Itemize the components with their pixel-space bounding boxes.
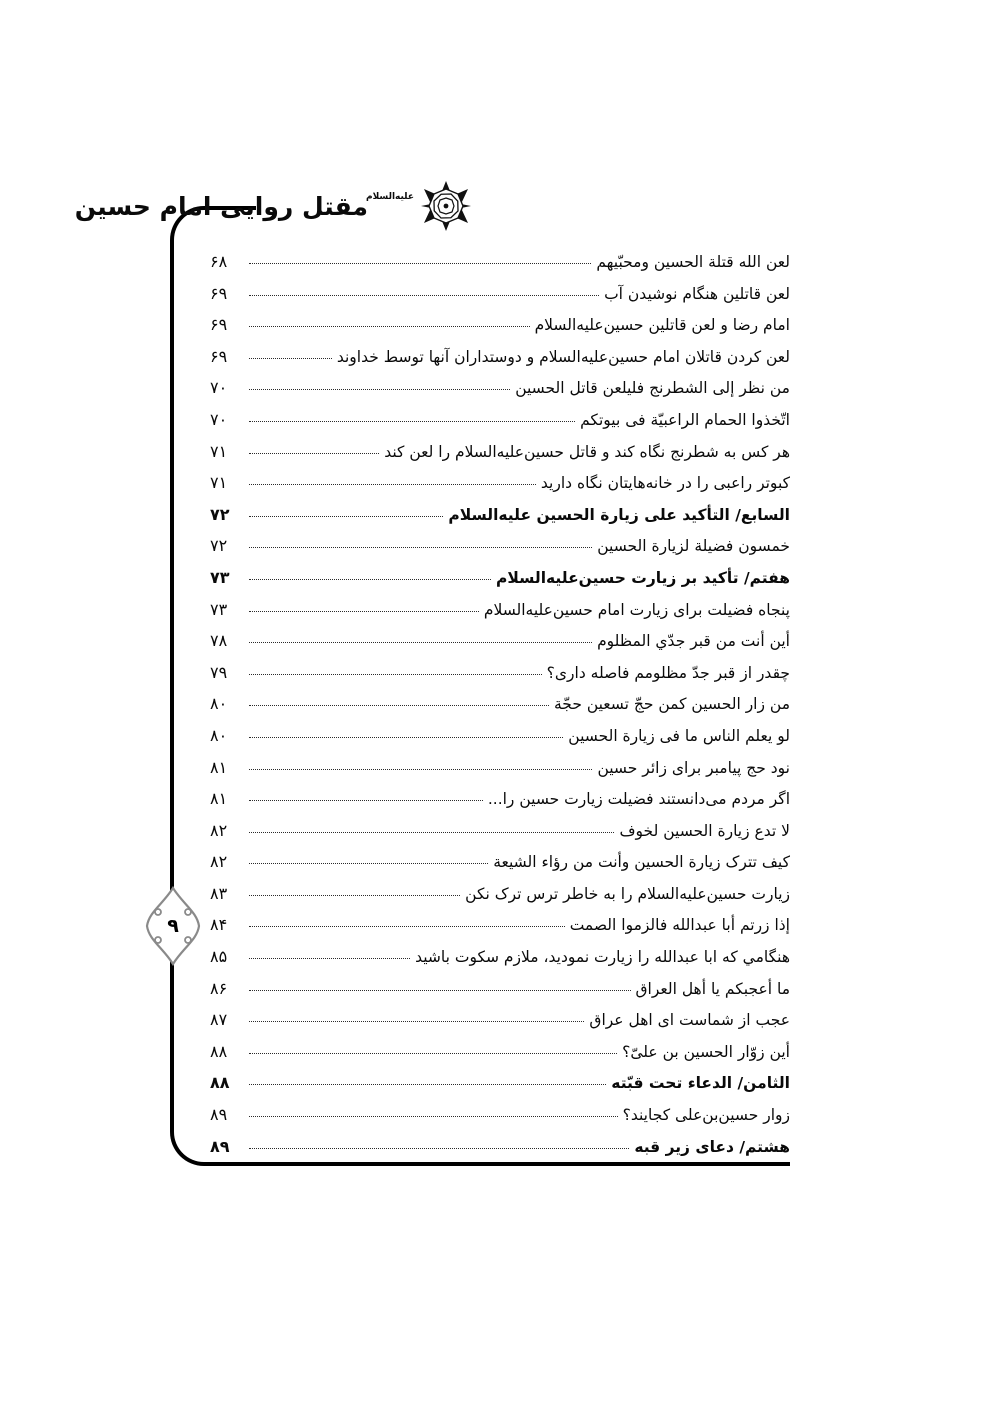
toc-leader-dots	[249, 989, 631, 991]
toc-entry-title: هر کس به شطرنج نگاه کند و قاتل حسین‌علیه‌السلام را لعن کند	[384, 442, 790, 461]
toc-entry-page-number: ۶۹	[210, 346, 228, 366]
toc-leader-dots	[249, 515, 443, 517]
toc-entry-page-number: ۸۲	[210, 820, 228, 840]
toc-leader-dots	[249, 1147, 629, 1149]
toc-entry-page-number: ۷۰	[210, 378, 228, 398]
toc-entry-title: زیارت حسین‌علیه‌السلام را به خاطر ترس ترک نکن	[465, 884, 790, 903]
toc-entry[interactable]	[210, 854, 790, 886]
toc-entry-page-number: ۷۹	[210, 662, 228, 682]
toc-entry-page-number: ۸۹	[210, 1136, 230, 1156]
toc-entry[interactable]	[210, 1075, 790, 1107]
toc-entry-page-number: ۸۸	[210, 1041, 228, 1061]
toc-leader-dots	[249, 546, 592, 548]
toc-entry[interactable]	[210, 283, 790, 318]
toc-entry[interactable]	[210, 820, 790, 855]
toc-entry-title: خمسون فضیلة لزیارة الحسین	[597, 537, 790, 556]
toc-entry-title: لعن کردن قاتلان امام حسین‌علیه‌السلام و دوستداران آنها توسط خداوند	[336, 347, 790, 366]
toc-leader-dots	[249, 831, 614, 833]
toc-entry-page-number: ۸۷	[210, 1010, 228, 1030]
toc-entry[interactable]	[210, 441, 790, 476]
toc-entry[interactable]	[210, 757, 790, 792]
toc-leader-dots	[249, 262, 591, 264]
toc-entry-page-number: ۸۲	[210, 852, 228, 872]
toc-entry-title: زوار حسین‌بن‌علی کجایند؟	[622, 1106, 790, 1125]
toc-entry[interactable]	[210, 633, 790, 665]
toc-entry-title: هنگامي که ابا عبدالله را زیارت نمودید، ملازم سکوت باشید	[415, 948, 790, 967]
toc-entry[interactable]	[210, 949, 790, 981]
toc-entry[interactable]	[210, 254, 790, 286]
toc-entry-page-number: ۷۰	[210, 409, 228, 429]
toc-entry-page-number: ۷۱	[210, 441, 228, 461]
toc-entry[interactable]	[210, 696, 790, 728]
toc-entry-title: الثامن/ الدعاء تحت قبّته	[611, 1074, 790, 1093]
toc-leader-dots	[249, 925, 565, 927]
toc-leader-dots	[249, 610, 479, 612]
toc-entry-title: لا تدع زیارة الحسین لخوف	[619, 821, 790, 840]
toc-entry-title: من زار الحسین کمن حجّ تسعین حجّة	[554, 695, 790, 714]
toc-entry-title: عجب از شماست ای اهل عراق	[589, 1011, 790, 1030]
folio-page-number: ۹	[167, 915, 179, 937]
toc-entry-title: من نظر إلی الشطرنج فلیلعن قاتل الحسین	[515, 379, 790, 398]
toc-entry-page-number: ۸۹	[210, 1105, 228, 1125]
toc-entry-page-number: ۸۱	[210, 789, 228, 809]
toc-entry[interactable]	[210, 599, 790, 634]
toc-entry-title: کیف تترک زیارة الحسین وأنت من رؤاء الشیعة	[493, 853, 790, 872]
running-header	[74, 178, 472, 234]
toc-entry-page-number: ۸۶	[210, 978, 228, 998]
toc-entry-title: چقدر از قبر جدّ مظلومم فاصله داری؟	[546, 663, 790, 682]
toc-entry-title: هشتم/ دعای زیر قبه	[634, 1137, 790, 1156]
toc-entry-title: السابع/ التأکید علی زیارة الحسین علیه‌السلام	[448, 505, 790, 524]
toc-entry[interactable]	[210, 567, 790, 602]
toc-leader-dots	[249, 388, 510, 390]
table-of-contents	[210, 254, 790, 1170]
toc-leader-dots	[249, 483, 536, 485]
toc-entry[interactable]	[210, 917, 790, 949]
toc-entry-page-number: ۸۴	[210, 915, 228, 935]
eight-pointed-star-ornament-icon	[420, 180, 472, 232]
header-title-group	[74, 191, 416, 221]
folio-ornament-icon	[139, 884, 207, 968]
toc-entry[interactable]	[210, 1136, 790, 1171]
toc-entry-title: إذا زرتم أبا عبدالله فالزموا الصمت	[569, 916, 790, 935]
toc-entry-title: پنجاه فضیلت برای زیارت امام حسین‌علیه‌السلام	[483, 600, 790, 619]
toc-leader-dots	[249, 736, 563, 738]
toc-entry-title: کبوتر راعبی را در خانه‌هایتان نگاه دارید	[540, 474, 790, 493]
page-title: مقتل روایی امام حسین	[74, 191, 368, 221]
toc-entry-page-number: ۶۹	[210, 283, 228, 303]
toc-entry-page-number: ۸۰	[210, 725, 228, 745]
toc-entry[interactable]	[210, 978, 790, 1013]
toc-entry[interactable]	[210, 1012, 790, 1044]
toc-leader-dots	[249, 894, 460, 896]
toc-leader-dots	[249, 1020, 584, 1022]
toc-leader-dots	[249, 294, 599, 296]
toc-leader-dots	[249, 799, 483, 801]
toc-entry[interactable]	[210, 409, 790, 444]
toc-entry-title: لو یعلم الناس ما فی زیارة الحسین	[568, 726, 790, 745]
toc-leader-dots	[249, 578, 491, 580]
toc-entry-page-number: ۸۵	[210, 947, 228, 967]
toc-entry-page-number: ۷۸	[210, 631, 228, 651]
toc-leader-dots	[249, 1083, 606, 1085]
toc-entry-page-number: ۷۱	[210, 473, 228, 493]
toc-entry[interactable]	[210, 1041, 790, 1076]
toc-entry-title: لعن قاتلین هنگام نوشیدن آب	[604, 284, 790, 303]
toc-entry-title: هفتم/ تأکید بر زیارت حسین‌علیه‌السلام	[496, 568, 790, 587]
toc-leader-dots	[249, 641, 592, 643]
toc-entry-page-number: ۷۲	[210, 536, 228, 556]
toc-entry-page-number: ۷۳	[210, 567, 230, 587]
toc-entry-page-number: ۸۱	[210, 757, 228, 777]
toc-leader-dots	[249, 704, 549, 706]
toc-leader-dots	[249, 420, 575, 422]
toc-entry-page-number: ۸۸	[210, 1073, 230, 1093]
toc-entry[interactable]	[210, 1107, 790, 1139]
toc-entry-title: ما أعجبکم یا أهل العراق	[635, 979, 790, 998]
toc-entry-page-number: ۸۳	[210, 883, 228, 903]
toc-leader-dots	[249, 325, 530, 327]
toc-leader-dots	[249, 1115, 618, 1117]
toc-entry[interactable]	[210, 317, 790, 349]
toc-entry-title: أین أنت من قبر جدّي المظلوم	[597, 632, 790, 651]
toc-entry-title: اتّخذوا الحمام الراعبیّة فی بیوتکم	[580, 410, 790, 429]
toc-entry-page-number: ۶۸	[210, 252, 228, 271]
toc-entry[interactable]	[210, 475, 790, 507]
toc-leader-dots	[249, 452, 379, 454]
toc-leader-dots	[249, 862, 488, 864]
toc-entry[interactable]	[210, 662, 790, 697]
toc-leader-dots	[249, 673, 542, 675]
toc-entry-page-number: ۶۹	[210, 315, 228, 335]
toc-leader-dots	[249, 1052, 617, 1054]
toc-leader-dots	[249, 957, 410, 959]
toc-leader-dots	[249, 768, 592, 770]
toc-entry[interactable]	[210, 883, 790, 918]
toc-leader-dots	[249, 357, 332, 359]
toc-entry-page-number: ۷۲	[210, 504, 230, 524]
toc-entry-page-number: ۷۳	[210, 599, 228, 619]
header-honorific: علیه‌السلام	[365, 191, 414, 202]
toc-entry-page-number: ۸۰	[210, 694, 228, 714]
toc-entry[interactable]	[210, 346, 790, 381]
toc-entry[interactable]	[210, 725, 790, 760]
toc-entry-title: اگر مردم می‌دانستند فضیلت زیارت حسین را...	[487, 790, 790, 809]
toc-entry-title: لعن الله قتلة الحسین ومحبّیهم	[596, 253, 790, 271]
toc-entry-title: أین زوّار الحسین بن علیّ؟	[622, 1042, 790, 1061]
toc-entry[interactable]	[210, 504, 790, 539]
toc-entry[interactable]	[210, 791, 790, 823]
toc-entry-title: نود حج پیامبر برای زائر حسین	[597, 758, 790, 777]
toc-entry[interactable]	[210, 538, 790, 570]
toc-entry-title: امام رضا و لعن قاتلین حسین‌علیه‌السلام	[534, 316, 790, 335]
toc-entry[interactable]	[210, 380, 790, 412]
